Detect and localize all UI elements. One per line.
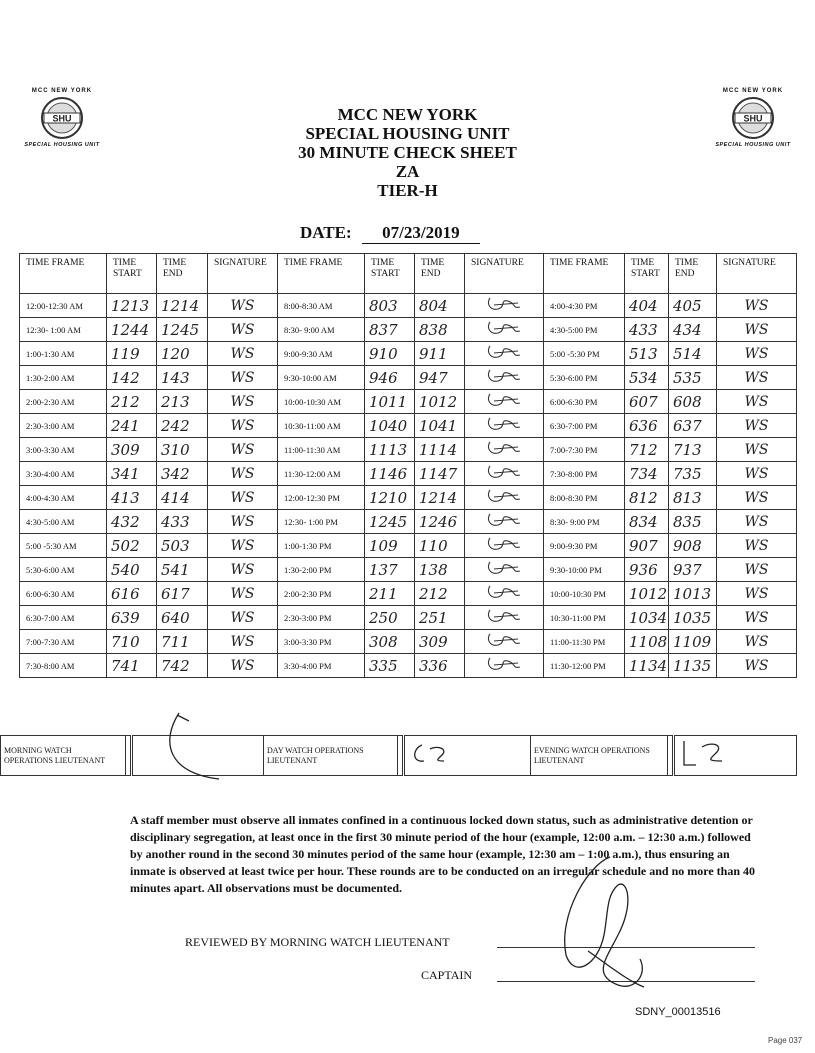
time-start-cell: 540: [107, 558, 157, 582]
time-start-cell: 946: [365, 366, 415, 390]
signature-cell: WS: [208, 318, 278, 342]
time-frame-cell: 1:30-2:00 AM: [20, 366, 107, 390]
logo-left-top-text: MCC NEW YORK: [31, 88, 93, 94]
time-start-cell: 636: [625, 414, 669, 438]
signature-cell: WS: [717, 294, 797, 318]
table-row: [20, 366, 797, 390]
time-end-cell: 742: [157, 654, 208, 678]
time-end-cell: 541: [157, 558, 208, 582]
time-end-cell: 1246: [415, 510, 465, 534]
time-end-cell: 1013: [669, 582, 717, 606]
time-start-cell: 335: [365, 654, 415, 678]
date-value: 07/23/2019: [362, 223, 480, 244]
time-frame-cell: 10:00-10:30 AM: [278, 390, 365, 414]
header-line-3: 30 MINUTE CHECK SHEET: [298, 143, 517, 162]
scribble-signature-icon: [484, 631, 524, 649]
table-row: [20, 582, 797, 606]
signature-cell: WS: [717, 534, 797, 558]
time-frame-cell: 4:30-5:00 AM: [20, 510, 107, 534]
morning-signature-icon: [159, 711, 229, 781]
signature-cell: WS: [717, 654, 797, 678]
time-start-cell: 109: [365, 534, 415, 558]
time-frame-cell: 9:30-10:00 PM: [544, 558, 625, 582]
time-end-cell: 911: [415, 342, 465, 366]
time-start-cell: 1011: [365, 390, 415, 414]
time-end-cell: 637: [669, 414, 717, 438]
scribble-signature-icon: [484, 655, 524, 673]
signature-cell: WS: [717, 318, 797, 342]
evening-watch-label: EVENING WATCH OPERATIONS LIEUTENANT: [531, 736, 668, 776]
table-row: [20, 414, 797, 438]
signature-cell: [465, 510, 544, 534]
scribble-signature-icon: [484, 463, 524, 481]
time-start-cell: 432: [107, 510, 157, 534]
time-end-cell: 804: [415, 294, 465, 318]
col-time-frame: TIME FRAME: [278, 254, 365, 294]
time-start-cell: 211: [365, 582, 415, 606]
time-frame-cell: 2:30-3:00 AM: [20, 414, 107, 438]
logo-left-badge-text: SHU: [52, 113, 72, 124]
time-start-cell: 1034: [625, 606, 669, 630]
time-start-cell: 137: [365, 558, 415, 582]
bates-number: SDNY_00013516: [635, 1006, 721, 1018]
time-end-cell: 1214: [157, 294, 208, 318]
signature-cell: [465, 654, 544, 678]
morning-watch-label: MORNING WATCH OPERATIONS LIEUTENANT: [1, 736, 126, 776]
time-end-cell: 120: [157, 342, 208, 366]
time-frame-cell: 2:00-2:30 PM: [278, 582, 365, 606]
signature-cell: WS: [717, 582, 797, 606]
table-row: [20, 318, 797, 342]
instructions-paragraph: A staff member must observe all inmates confined in a continuous locked down status, such as administrative detention or disciplinary segregation, at least once in the first 30 minute period of the hour (example, 12:00 a.m. – 12:30 a.m.) followed by another round in the second 30 minutes period of the same hour (example, 12:30 am – 1:00 a.m.), thus ensuring an inmate is observed at least twice per hour. These rounds are to be conducted on an irregular schedule and no more than 40 minutes apart. All observations must be documented.: [130, 813, 756, 895]
signature-cell: [465, 366, 544, 390]
time-end-cell: 713: [669, 438, 717, 462]
logo-right-badge-text: SHU: [743, 113, 763, 124]
logo-right-top-text: MCC NEW YORK: [722, 88, 784, 94]
time-end-cell: 251: [415, 606, 465, 630]
time-end-cell: 937: [669, 558, 717, 582]
scribble-signature-icon: [484, 607, 524, 625]
signature-cell: [465, 582, 544, 606]
date-row: [300, 223, 480, 244]
time-frame-cell: 3:30-4:00 PM: [278, 654, 365, 678]
time-frame-cell: 12:00-12:30 AM: [20, 294, 107, 318]
time-end-cell: 908: [669, 534, 717, 558]
signature-cell: [465, 318, 544, 342]
signature-cell: WS: [208, 510, 278, 534]
signature-cell: WS: [208, 414, 278, 438]
time-end-cell: 138: [415, 558, 465, 582]
time-frame-cell: 11:30-12:00 PM: [544, 654, 625, 678]
time-end-cell: 1109: [669, 630, 717, 654]
signature-cell: [465, 294, 544, 318]
time-end-cell: 640: [157, 606, 208, 630]
scribble-signature-icon: [484, 343, 524, 361]
time-start-cell: 119: [107, 342, 157, 366]
time-end-cell: 1041: [415, 414, 465, 438]
signature-cell: WS: [208, 438, 278, 462]
time-end-cell: 1035: [669, 606, 717, 630]
time-start-cell: 241: [107, 414, 157, 438]
signature-cell: WS: [208, 630, 278, 654]
time-start-cell: 212: [107, 390, 157, 414]
time-start-cell: 1244: [107, 318, 157, 342]
table-row: [20, 462, 797, 486]
time-frame-cell: 5:00 -5:30 AM: [20, 534, 107, 558]
time-end-cell: 213: [157, 390, 208, 414]
time-frame-cell: 12:00-12:30 PM: [278, 486, 365, 510]
time-frame-cell: 7:00-7:30 AM: [20, 630, 107, 654]
time-end-cell: 110: [415, 534, 465, 558]
time-frame-cell: 4:00-4:30 AM: [20, 486, 107, 510]
time-start-cell: 837: [365, 318, 415, 342]
time-frame-cell: 8:00-8:30 AM: [278, 294, 365, 318]
time-start-cell: 1146: [365, 462, 415, 486]
evening-signature-icon: [678, 737, 738, 771]
scribble-signature-icon: [484, 439, 524, 457]
time-frame-cell: 2:30-3:00 PM: [278, 606, 365, 630]
time-frame-cell: 12:30- 1:00 PM: [278, 510, 365, 534]
time-end-cell: 309: [415, 630, 465, 654]
signature-cell: WS: [717, 438, 797, 462]
signature-cell: WS: [208, 390, 278, 414]
col-time-frame: TIME FRAME: [544, 254, 625, 294]
scribble-signature-icon: [484, 391, 524, 409]
time-end-cell: 835: [669, 510, 717, 534]
time-frame-cell: 1:00-1:30 PM: [278, 534, 365, 558]
scribble-signature-icon: [484, 415, 524, 433]
signature-cell: WS: [208, 582, 278, 606]
time-frame-cell: 1:30-2:00 PM: [278, 558, 365, 582]
time-start-cell: 1245: [365, 510, 415, 534]
time-frame-cell: 9:00-9:30 AM: [278, 342, 365, 366]
watch-table: [0, 735, 797, 776]
time-start-cell: 309: [107, 438, 157, 462]
signature-cell: [465, 606, 544, 630]
day-watch-label: DAY WATCH OPERATIONS LIEUTENANT: [264, 736, 398, 776]
signature-cell: WS: [717, 342, 797, 366]
time-start-cell: 1108: [625, 630, 669, 654]
captain-label: CAPTAIN: [421, 968, 473, 982]
time-end-cell: 535: [669, 366, 717, 390]
time-frame-cell: 10:30-11:00 PM: [544, 606, 625, 630]
scribble-signature-icon: [484, 535, 524, 553]
scribble-signature-icon: [484, 367, 524, 385]
time-end-cell: 947: [415, 366, 465, 390]
col-time-frame: TIME FRAME: [20, 254, 107, 294]
date-label: DATE:: [300, 223, 352, 242]
header-line-5: TIER-H: [377, 181, 438, 200]
time-start-cell: 907: [625, 534, 669, 558]
time-start-cell: 513: [625, 342, 669, 366]
time-start-cell: 1012: [625, 582, 669, 606]
time-frame-cell: 10:30-11:00 AM: [278, 414, 365, 438]
time-start-cell: 936: [625, 558, 669, 582]
time-start-cell: 1134: [625, 654, 669, 678]
signature-cell: WS: [717, 606, 797, 630]
time-frame-cell: 8:00-8:30 PM: [544, 486, 625, 510]
table-row: [20, 534, 797, 558]
signature-cell: [465, 414, 544, 438]
time-start-cell: 710: [107, 630, 157, 654]
logo-left-bottom-text: SPECIAL HOUSING UNIT: [24, 142, 100, 148]
signature-cell: WS: [208, 462, 278, 486]
time-frame-cell: 3:00-3:30 PM: [278, 630, 365, 654]
time-end-cell: 608: [669, 390, 717, 414]
time-end-cell: 617: [157, 582, 208, 606]
time-frame-cell: 12:30- 1:00 AM: [20, 318, 107, 342]
time-frame-cell: 10:00-10:30 PM: [544, 582, 625, 606]
table-row: [20, 294, 797, 318]
time-frame-cell: 1:00-1:30 AM: [20, 342, 107, 366]
table-row: [20, 654, 797, 678]
check-table: [19, 253, 797, 678]
time-start-cell: 834: [625, 510, 669, 534]
captain-signature-icon: [548, 855, 658, 995]
signature-cell: [465, 438, 544, 462]
time-end-cell: 342: [157, 462, 208, 486]
col-signature: SIGNATURE: [465, 254, 544, 294]
time-end-cell: 433: [157, 510, 208, 534]
time-frame-cell: 3:30-4:00 AM: [20, 462, 107, 486]
time-end-cell: 711: [157, 630, 208, 654]
signature-cell: WS: [717, 510, 797, 534]
reviewed-by-label: REVIEWED BY MORNING WATCH LIEUTENANT: [185, 935, 450, 949]
signature-cell: WS: [208, 342, 278, 366]
time-end-cell: 1012: [415, 390, 465, 414]
time-start-cell: 308: [365, 630, 415, 654]
scribble-signature-icon: [484, 319, 524, 337]
col-time-end: TIME END: [415, 254, 465, 294]
signature-cell: WS: [717, 462, 797, 486]
time-start-cell: 1213: [107, 294, 157, 318]
time-end-cell: 434: [669, 318, 717, 342]
signature-cell: [465, 534, 544, 558]
time-start-cell: 341: [107, 462, 157, 486]
morning-watch-signature: [132, 736, 264, 776]
time-start-cell: 1040: [365, 414, 415, 438]
time-end-cell: 1114: [415, 438, 465, 462]
col-time-end: TIME END: [669, 254, 717, 294]
time-start-cell: 639: [107, 606, 157, 630]
time-start-cell: 433: [625, 318, 669, 342]
time-start-cell: 413: [107, 486, 157, 510]
day-signature-icon: [408, 739, 458, 769]
signature-cell: WS: [208, 294, 278, 318]
col-time-end: TIME END: [157, 254, 208, 294]
time-end-cell: 1214: [415, 486, 465, 510]
table-row: [20, 342, 797, 366]
signature-cell: WS: [208, 654, 278, 678]
signature-cell: WS: [717, 630, 797, 654]
time-start-cell: 1210: [365, 486, 415, 510]
time-start-cell: 712: [625, 438, 669, 462]
time-start-cell: 734: [625, 462, 669, 486]
time-start-cell: 741: [107, 654, 157, 678]
time-end-cell: 405: [669, 294, 717, 318]
time-end-cell: 514: [669, 342, 717, 366]
time-frame-cell: 6:00-6:30 AM: [20, 582, 107, 606]
table-row: [20, 630, 797, 654]
col-signature: SIGNATURE: [208, 254, 278, 294]
time-frame-cell: 4:30-5:00 PM: [544, 318, 625, 342]
time-start-cell: 803: [365, 294, 415, 318]
signature-cell: WS: [717, 414, 797, 438]
time-end-cell: 735: [669, 462, 717, 486]
time-frame-cell: 8:30- 9:00 AM: [278, 318, 365, 342]
time-end-cell: 414: [157, 486, 208, 510]
scribble-signature-icon: [484, 559, 524, 577]
time-start-cell: 812: [625, 486, 669, 510]
time-frame-cell: 5:00 -5:30 PM: [544, 342, 625, 366]
signature-cell: WS: [208, 558, 278, 582]
time-start-cell: 534: [625, 366, 669, 390]
table-row: [20, 606, 797, 630]
table-row: [20, 558, 797, 582]
time-start-cell: 910: [365, 342, 415, 366]
time-frame-cell: 7:00-7:30 PM: [544, 438, 625, 462]
signature-cell: WS: [208, 366, 278, 390]
scribble-signature-icon: [484, 295, 524, 313]
signature-cell: [465, 390, 544, 414]
time-frame-cell: 3:00-3:30 AM: [20, 438, 107, 462]
signature-cell: WS: [717, 486, 797, 510]
time-end-cell: 813: [669, 486, 717, 510]
table-row: [20, 390, 797, 414]
signature-cell: WS: [208, 606, 278, 630]
time-frame-cell: 11:30-12:00 AM: [278, 462, 365, 486]
time-end-cell: 336: [415, 654, 465, 678]
time-frame-cell: 9:00-9:30 PM: [544, 534, 625, 558]
time-end-cell: 310: [157, 438, 208, 462]
time-end-cell: 242: [157, 414, 208, 438]
time-start-cell: 1113: [365, 438, 415, 462]
table-row: [20, 510, 797, 534]
time-frame-cell: 7:30-8:00 PM: [544, 462, 625, 486]
table-row: [20, 486, 797, 510]
time-frame-cell: 6:00-6:30 PM: [544, 390, 625, 414]
signature-cell: WS: [717, 366, 797, 390]
day-watch-signature: [404, 736, 531, 776]
time-start-cell: 607: [625, 390, 669, 414]
time-end-cell: 1147: [415, 462, 465, 486]
time-start-cell: 404: [625, 294, 669, 318]
time-frame-cell: 4:00-4:30 PM: [544, 294, 625, 318]
time-frame-cell: 8:30- 9:00 PM: [544, 510, 625, 534]
signature-cell: WS: [717, 390, 797, 414]
col-time-start: TIME START: [365, 254, 415, 294]
col-time-start: TIME START: [107, 254, 157, 294]
time-end-cell: 838: [415, 318, 465, 342]
time-frame-cell: 7:30-8:00 AM: [20, 654, 107, 678]
evening-watch-signature: [674, 736, 797, 776]
time-end-cell: 1245: [157, 318, 208, 342]
signature-cell: [465, 486, 544, 510]
time-end-cell: 503: [157, 534, 208, 558]
header-line-4: ZA: [395, 162, 420, 181]
page-number: Page 037: [768, 1036, 803, 1045]
scribble-signature-icon: [484, 487, 524, 505]
signature-cell: [465, 342, 544, 366]
table-row: [20, 438, 797, 462]
header-line-2: SPECIAL HOUSING UNIT: [305, 124, 510, 143]
time-frame-cell: 6:30-7:00 AM: [20, 606, 107, 630]
time-start-cell: 616: [107, 582, 157, 606]
time-start-cell: 250: [365, 606, 415, 630]
signature-cell: [465, 462, 544, 486]
header-line-1: MCC NEW YORK: [337, 105, 478, 124]
time-frame-cell: 5:30-6:00 AM: [20, 558, 107, 582]
signature-cell: WS: [208, 534, 278, 558]
col-signature: SIGNATURE: [717, 254, 797, 294]
time-end-cell: 212: [415, 582, 465, 606]
signature-cell: WS: [208, 486, 278, 510]
scribble-signature-icon: [484, 583, 524, 601]
time-frame-cell: 11:00-11:30 AM: [278, 438, 365, 462]
col-time-start: TIME START: [625, 254, 669, 294]
time-frame-cell: 11:00-11:30 PM: [544, 630, 625, 654]
scribble-signature-icon: [484, 511, 524, 529]
signature-cell: [465, 558, 544, 582]
time-frame-cell: 5:30-6:00 PM: [544, 366, 625, 390]
logo-right-bottom-text: SPECIAL HOUSING UNIT: [715, 142, 791, 148]
time-frame-cell: 6:30-7:00 PM: [544, 414, 625, 438]
time-end-cell: 1135: [669, 654, 717, 678]
signature-cell: [465, 630, 544, 654]
time-frame-cell: 2:00-2:30 AM: [20, 390, 107, 414]
time-end-cell: 143: [157, 366, 208, 390]
time-start-cell: 142: [107, 366, 157, 390]
time-start-cell: 502: [107, 534, 157, 558]
time-frame-cell: 9:30-10:00 AM: [278, 366, 365, 390]
signature-cell: WS: [717, 558, 797, 582]
